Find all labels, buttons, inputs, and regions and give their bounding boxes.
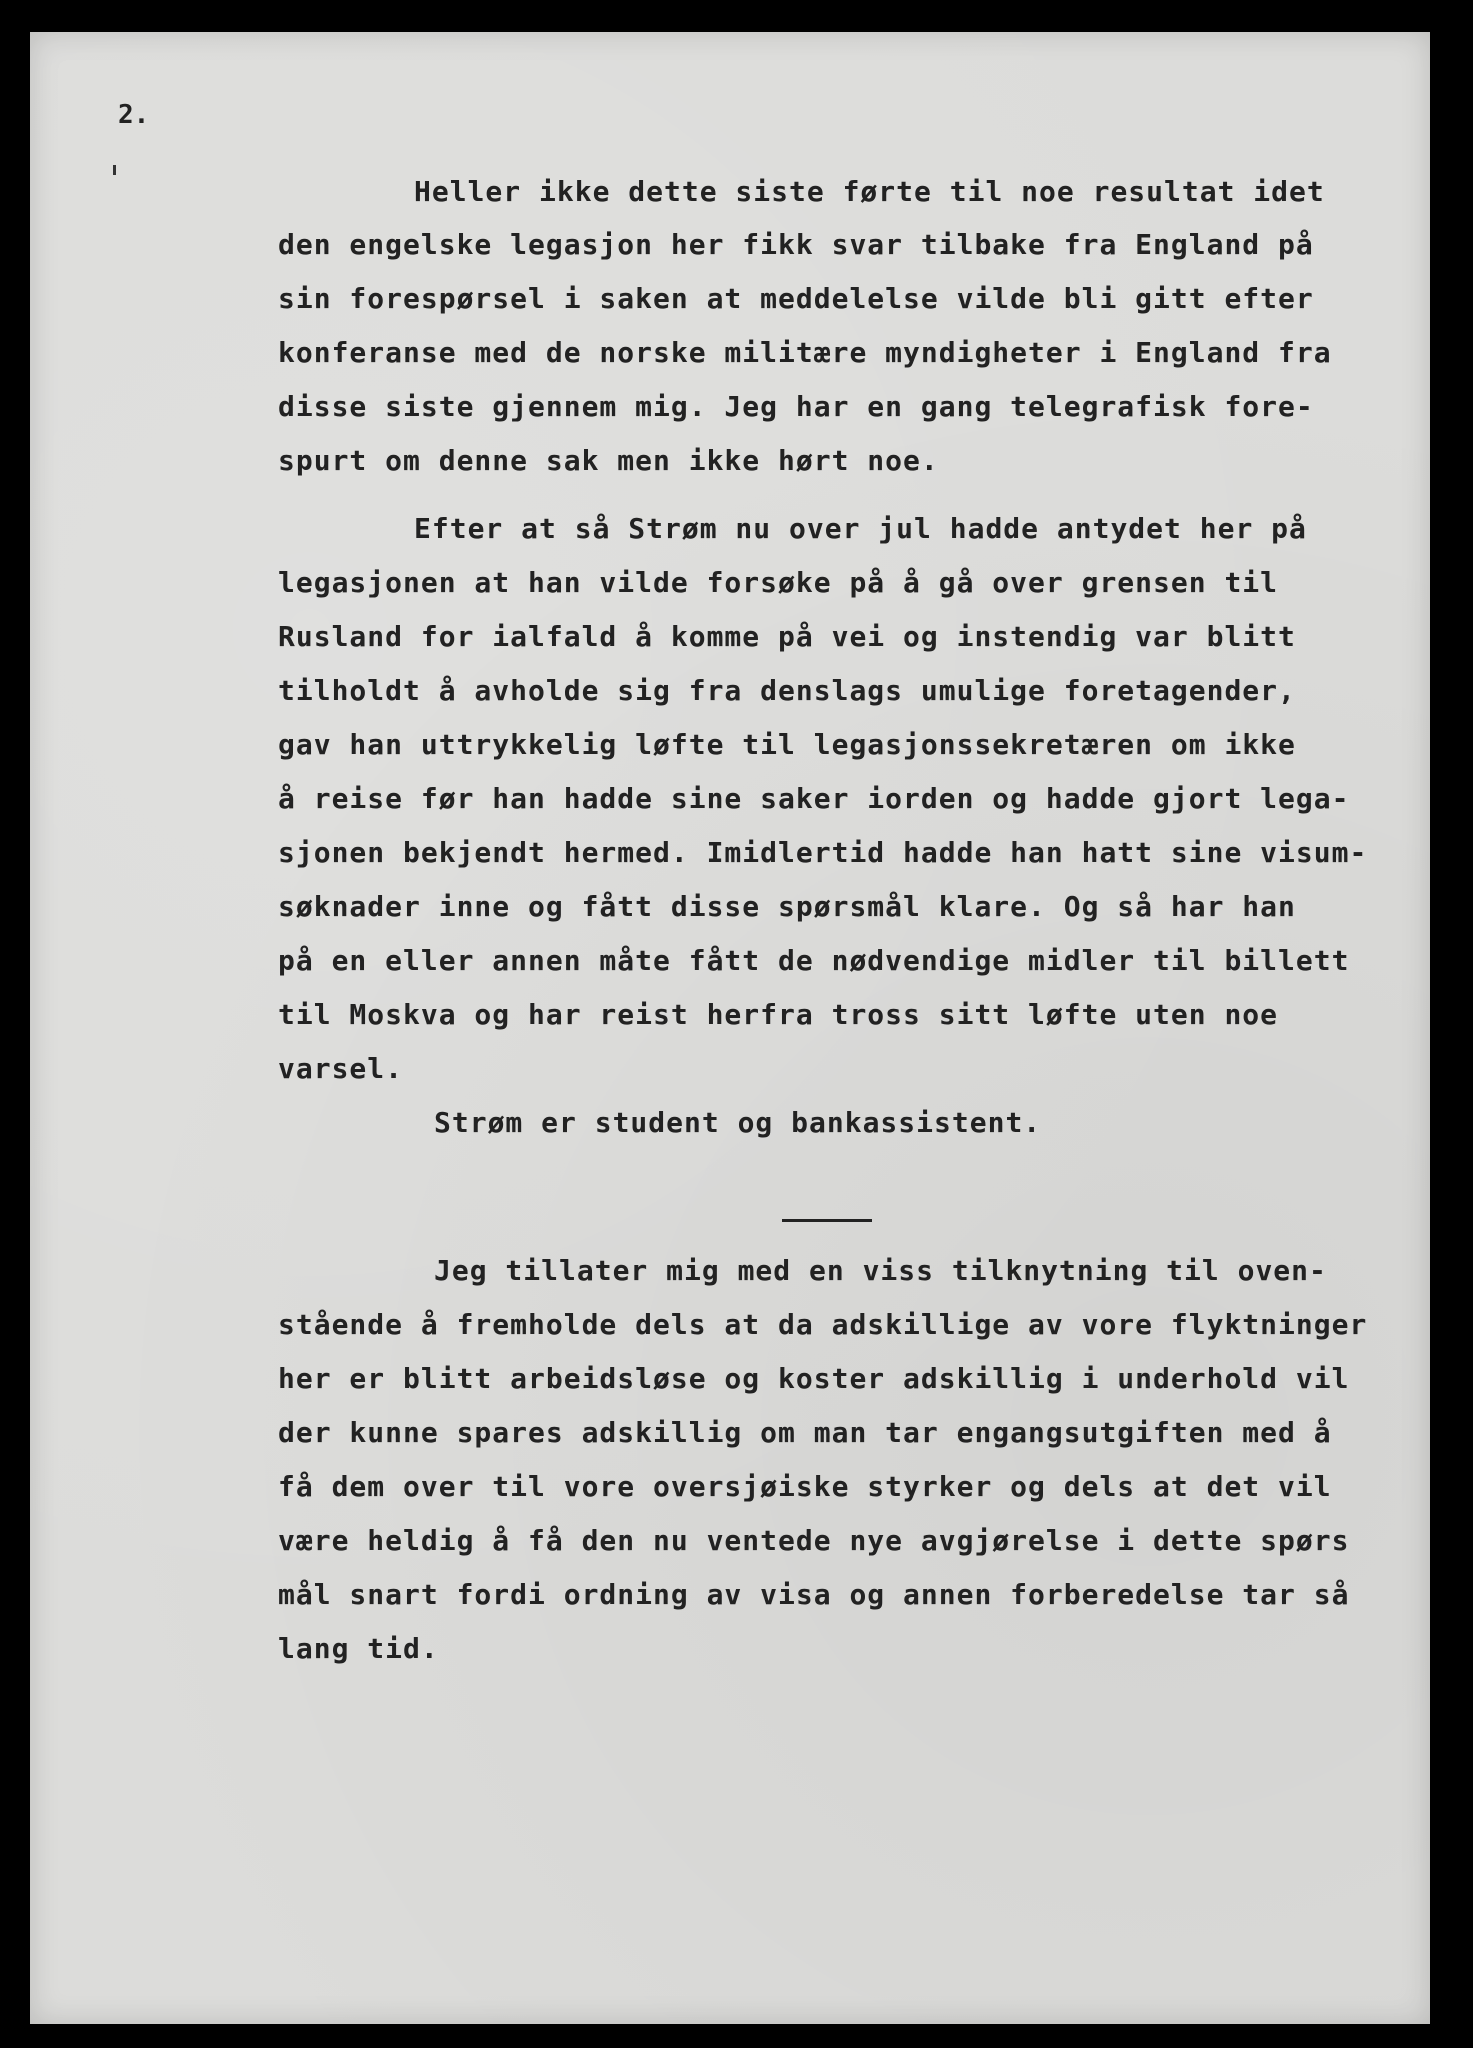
text-line: å reise før han hadde sine saker iorden og hadde gjort lega- bbox=[278, 782, 1350, 815]
text-line: sjonen bekjendt hermed. Imidlertid hadde han hatt sine visum- bbox=[278, 836, 1368, 869]
text-line: mål snart fordi ordning av visa og annen forberedelse tar så bbox=[278, 1578, 1350, 1611]
text-line: her er blitt arbeidsløse og koster adskillig i underhold vil bbox=[278, 1362, 1350, 1395]
text-line: legasjonen at han vilde forsøke på å gå over grensen til bbox=[278, 566, 1279, 599]
text-line: Rusland for ialfald å komme på vei og instendig var blitt bbox=[278, 620, 1296, 653]
text-line: konferanse med de norske militære myndigheter i England fra bbox=[278, 336, 1332, 369]
text-line: Jeg tillater mig med en viss tilknytning til oven- bbox=[434, 1254, 1327, 1287]
text-line: få dem over til vore oversjøiske styrker og dels at det vil bbox=[278, 1470, 1332, 1503]
text-line: disse siste gjennem mig. Jeg har en gang telegrafisk fore- bbox=[278, 390, 1314, 423]
document-body bbox=[30, 32, 1430, 2024]
text-line: lang tid. bbox=[278, 1632, 439, 1665]
text-line: søknader inne og fått disse spørsmål klare. Og så har han bbox=[278, 890, 1296, 923]
text-line: Heller ikke dette siste førte til noe resultat idet bbox=[414, 175, 1325, 208]
text-line: varsel. bbox=[278, 1052, 404, 1085]
text-line: der kunne spares adskillig om man tar engangsutgiften med å bbox=[278, 1416, 1332, 1449]
document-page bbox=[30, 32, 1430, 2024]
text-line: til Moskva og har reist herfra tross sitt løfte uten noe bbox=[278, 998, 1279, 1031]
text-line: sin forespørsel i saken at meddelelse vilde bli gitt efter bbox=[278, 282, 1314, 315]
text-line: være heldig å få den nu ventede nye avgjørelse i dette spørs bbox=[278, 1524, 1350, 1557]
page-number: 2. bbox=[118, 100, 150, 130]
text-line: stående å fremholde dels at da adskillige av vore flyktninger bbox=[278, 1308, 1368, 1341]
text-line: Strøm er student og bankassistent. bbox=[434, 1106, 1042, 1139]
text-line: på en eller annen måte fått de nødvendige midler til billett bbox=[278, 944, 1350, 977]
text-line: tilholdt å avholde sig fra denslags umulige foretagender, bbox=[278, 674, 1296, 707]
text-line: spurt om denne sak men ikke hørt noe. bbox=[278, 444, 939, 477]
text-line: Efter at så Strøm nu over jul hadde antydet her på bbox=[414, 512, 1307, 545]
text-line: den engelske legasjon her fikk svar tilbake fra England på bbox=[278, 228, 1314, 261]
text-line: gav han uttrykkelig løfte til legasjonssekretæren om ikke bbox=[278, 728, 1296, 761]
section-divider bbox=[782, 1219, 872, 1222]
